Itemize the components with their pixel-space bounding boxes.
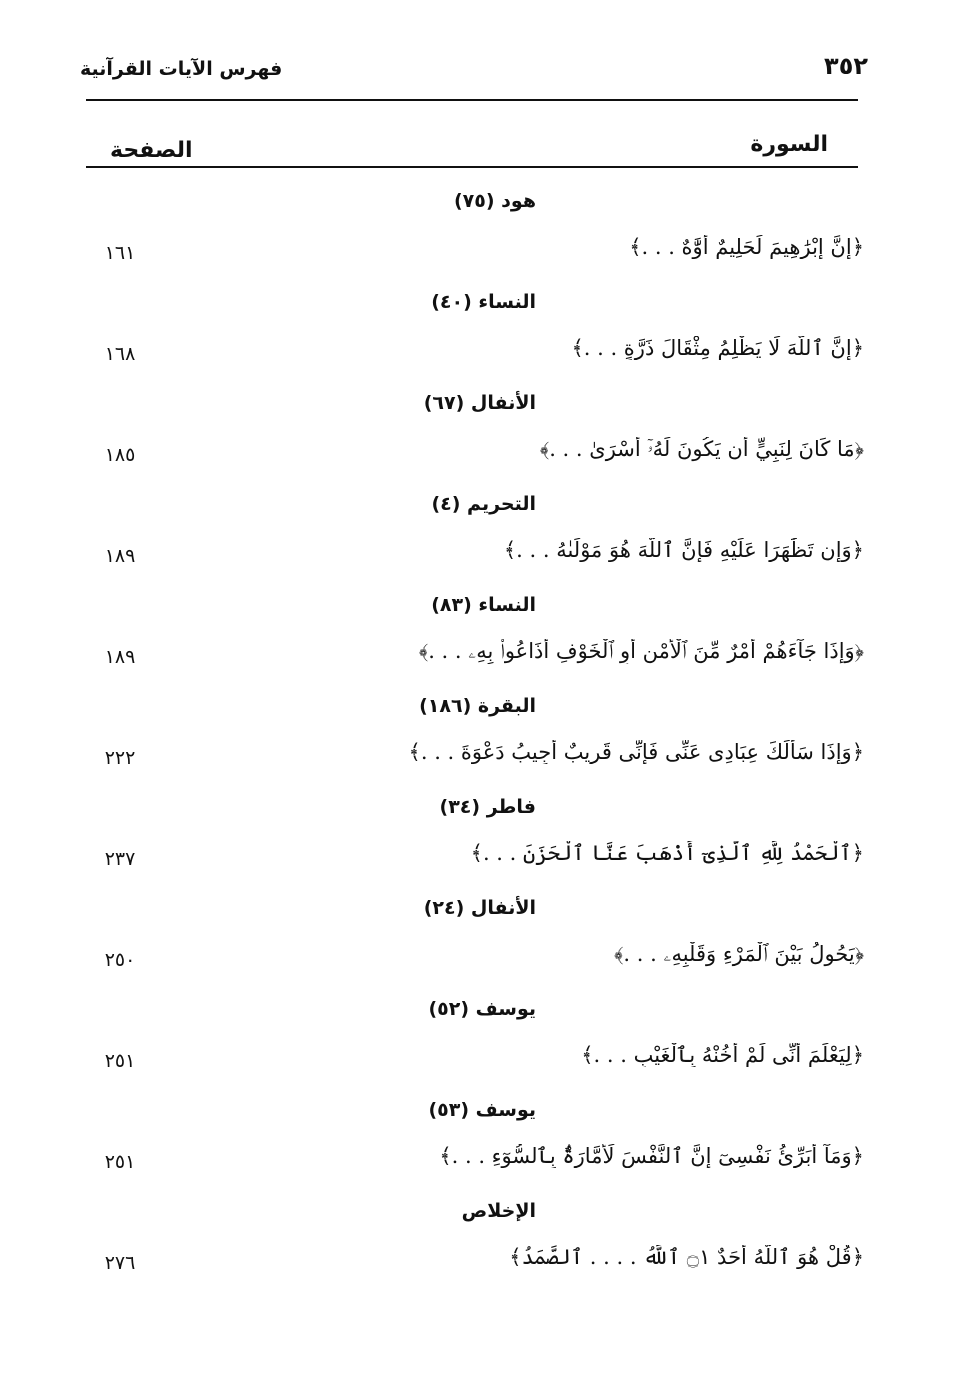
verse-excerpt: ﴿وَإِن تَظَٰهَرَا عَلَيْهِ فَإِنَّ ٱللَّهَ هُوَ مَوْلَىٰهُ . . .﴾ <box>503 538 864 562</box>
verse-excerpt: ﴿لِيَعْلَمَ أَنِّى لَمْ أَخُنْهُ بِٱلْغَيْبِ . . .﴾ <box>581 1043 864 1067</box>
surah-reference: يوسف (٥٣) <box>428 1099 536 1121</box>
page-reference: ١٦١ <box>104 242 136 264</box>
verse-excerpt: ﴿وَمَآ أُبَرِّئُ نَفْسِىٓ إِنَّ ٱلنَّفْسَ لَأَمَّارَةٌۢ بِٱلسُّوٓءِ . . .﴾ <box>439 1144 864 1168</box>
index-entry <box>0 796 955 897</box>
index-entry <box>0 392 955 493</box>
surah-reference: الإخلاص <box>461 1200 536 1222</box>
page-reference: ٢٧٦ <box>104 1252 136 1274</box>
index-entry <box>0 493 955 594</box>
verse-excerpt: ﴿قُلْ هُوَ ٱللَّهُ أَحَدٌ ۝١ ٱللَّهُ . . . . ٱلصَّمَدُ﴾ <box>509 1245 864 1269</box>
page-number: ٣٥٢ <box>824 52 868 80</box>
index-entry <box>0 1200 955 1301</box>
verse-excerpt: ﴿وَإِذَا سَأَلَكَ عِبَادِى عَنِّى فَإِنِّى قَرِيبٌ أُجِيبُ دَعْوَةَ . . .﴾ <box>408 740 864 764</box>
surah-reference: النساء (٤٠) <box>431 291 536 313</box>
index-entry <box>0 998 955 1099</box>
index-entry <box>0 594 955 695</box>
verse-index-list <box>0 190 955 1301</box>
surah-reference: فاطر (٣٤) <box>439 796 536 818</box>
verse-excerpt: ﴿وَإِذَا جَآءَهُمْ أَمْرٌ مِّنَ ٱلْأَمْنِ أَوِ ٱلْخَوْفِ أَذَاعُوا۟ بِهِۦ . . .﴾ <box>418 639 864 663</box>
page-reference: ١٦٨ <box>104 343 136 365</box>
surah-reference: يوسف (٥٢) <box>428 998 536 1020</box>
column-heading-rule <box>86 166 858 168</box>
index-entry <box>0 897 955 998</box>
page-reference: ٢٢٢ <box>104 747 136 769</box>
verse-excerpt: ﴿يَحُولُ بَيْنَ ٱلْمَرْءِ وَقَلْبِهِۦ . . .﴾ <box>614 942 864 966</box>
page-reference: ١٨٩ <box>104 646 136 668</box>
page-reference: ١٨٩ <box>104 545 136 567</box>
verse-excerpt: ﴿ٱلْحَمْدُ لِلَّهِ ٱلَّذِىٓ أَذْهَبَ عَنَّا ٱلْحَزَنَ . . .﴾ <box>470 841 864 865</box>
running-title: فهرس الآيات القرآنية <box>80 58 283 80</box>
index-entry <box>0 291 955 392</box>
page-reference: ٢٥١ <box>104 1151 136 1173</box>
surah-reference: البقرة (١٨٦) <box>419 695 536 717</box>
surah-reference: الأنفال (٢٤) <box>423 897 536 919</box>
page-reference: ٢٥١ <box>104 1050 136 1072</box>
index-entry <box>0 190 955 291</box>
page-reference: ٢٣٧ <box>104 848 136 870</box>
surah-reference: هود (٧٥) <box>453 190 536 212</box>
page-reference: ١٨٥ <box>104 444 136 466</box>
verse-excerpt: ﴿إِنَّ إِبْرَٰهِيمَ لَحَلِيمٌ أَوَّٰهٌ . . .﴾ <box>629 235 864 259</box>
verse-excerpt: ﴿إِنَّ ٱللَّهَ لَا يَظْلِمُ مِثْقَالَ ذَرَّةٍ . . .﴾ <box>571 336 864 360</box>
index-entry <box>0 695 955 796</box>
surah-reference: الأنفال (٦٧) <box>423 392 536 414</box>
index-entry <box>0 1099 955 1200</box>
surah-reference: التحريم (٤) <box>431 493 536 515</box>
surah-reference: النساء (٨٣) <box>431 594 536 616</box>
column-heading-page: الصفحة <box>110 138 193 163</box>
verse-excerpt: ﴿مَا كَانَ لِنَبِيٍّ أَن يَكُونَ لَهُۥٓ أَسْرَىٰ . . .﴾ <box>539 437 864 461</box>
page-reference: ٢٥٠ <box>104 949 136 971</box>
header-rule <box>86 99 858 101</box>
column-heading-surah: السورة <box>750 132 828 157</box>
